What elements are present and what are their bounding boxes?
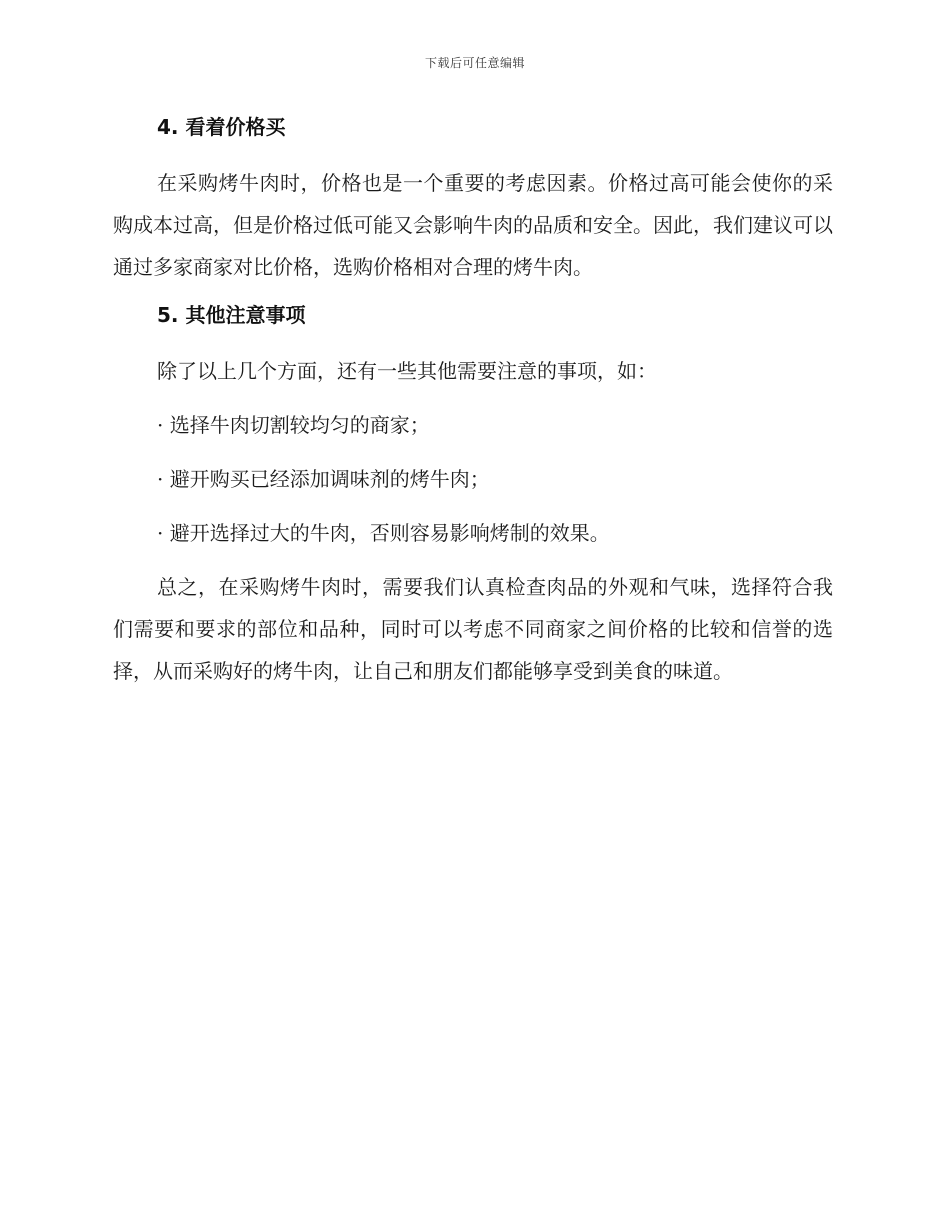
section-heading-other-notes: 5. 其他注意事项 [157, 303, 306, 327]
list-item: · 避开选择过大的牛肉，否则容易影响烤制的效果。 [157, 521, 610, 545]
section-heading-price: 4. 看着价格买 [157, 115, 286, 139]
paragraph-price: 在采购烤牛肉时，价格也是一个重要的考虑因素。价格过高可能会使你的采购成本过高，但是价格过低可能又会影响牛肉的品质和安全。因此，我们建议可以通过多家商家对比价格，选购价格相对合理的烤牛肉。 [113, 171, 833, 279]
list-item: · 避开购买已经添加调味剂的烤牛肉； [157, 467, 490, 491]
paragraph-other-notes-intro: 除了以上几个方面，还有一些其他需要注意的事项，如： [157, 359, 657, 383]
paragraph-conclusion: 总之，在采购烤牛肉时，需要我们认真检查肉品的外观和气味，选择符合我们需要和要求的部位和品种，同时可以考虑不同商家之间价格的比较和信誉的选择，从而采购好的烤牛肉，让自己和朋友们都能够享受到美食的味道。 [113, 575, 833, 683]
list-item: · 选择牛肉切割较均匀的商家； [157, 413, 430, 437]
page-header-note: 下载后可任意编辑 [424, 56, 525, 70]
document-body [113, 110, 833, 702]
